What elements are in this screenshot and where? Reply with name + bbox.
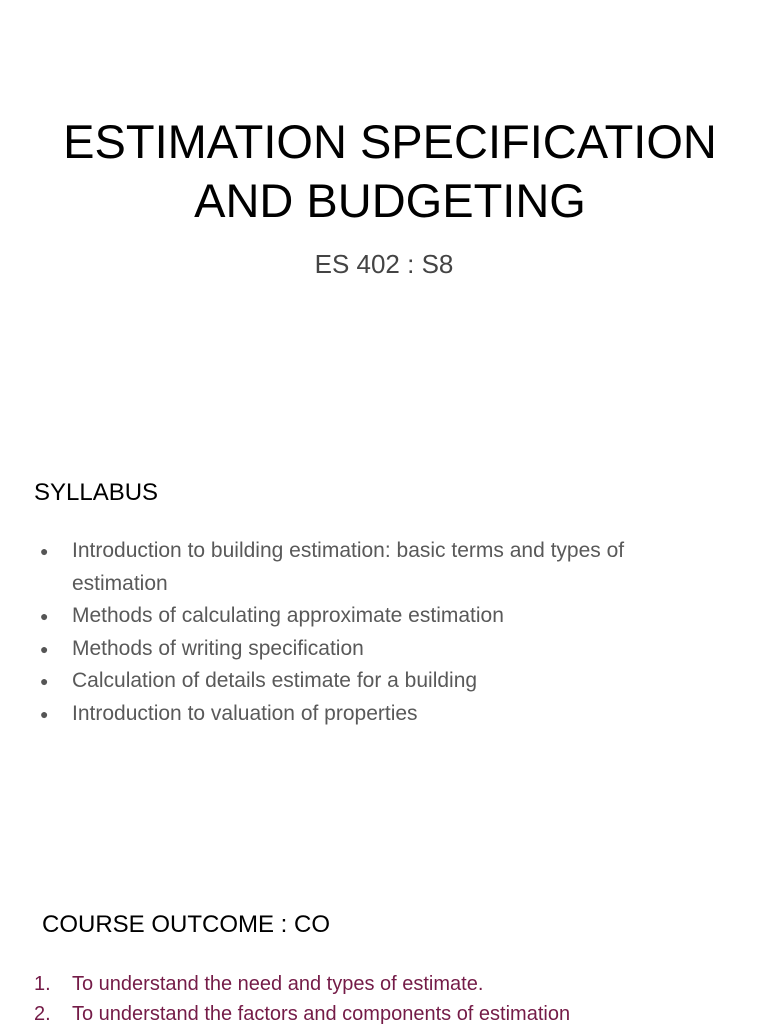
syllabus-list (0, 535, 768, 730)
syllabus-item-text: Methods of calculating approximate estimation (72, 604, 504, 627)
list-item (0, 969, 768, 999)
syllabus-item-text: Introduction to building estimation: basic terms and types of estimation (72, 539, 625, 595)
list-item (0, 600, 768, 633)
bullet-icon: ● (40, 640, 49, 657)
page-title-line-1: ESTIMATION SPECIFICATION (63, 115, 717, 168)
outcome-text: To understand the need and types of estimate. (72, 973, 484, 995)
list-item (0, 535, 768, 600)
bullet-icon: ● (40, 543, 49, 559)
outcome-text: To understand the factors and components of estimation (72, 1003, 571, 1024)
course-outcome-heading: COURSE OUTCOME : CO (42, 911, 331, 938)
list-item (0, 665, 768, 698)
list-item (0, 633, 768, 666)
outcome-number: 2. (34, 1003, 51, 1024)
syllabus-item-text: Methods of writing specification (72, 636, 364, 660)
bullet-icon: ● (40, 673, 49, 689)
course-code: ES 402 : S8 (314, 249, 454, 279)
syllabus-item-text: Calculation of details estimate for a building (72, 669, 478, 692)
syllabus-heading: SYLLABUS (34, 479, 159, 506)
outcome-number: 1. (34, 973, 51, 995)
bullet-icon: ● (40, 705, 49, 722)
page-title-line-2: AND BUDGETING (194, 174, 586, 227)
syllabus-item-text: Introduction to valuation of properties (72, 701, 418, 725)
bullet-icon: ● (40, 608, 49, 624)
course-outcome-list (0, 969, 768, 1024)
page-title (0, 112, 768, 230)
list-item (0, 999, 768, 1024)
list-item (0, 698, 768, 731)
